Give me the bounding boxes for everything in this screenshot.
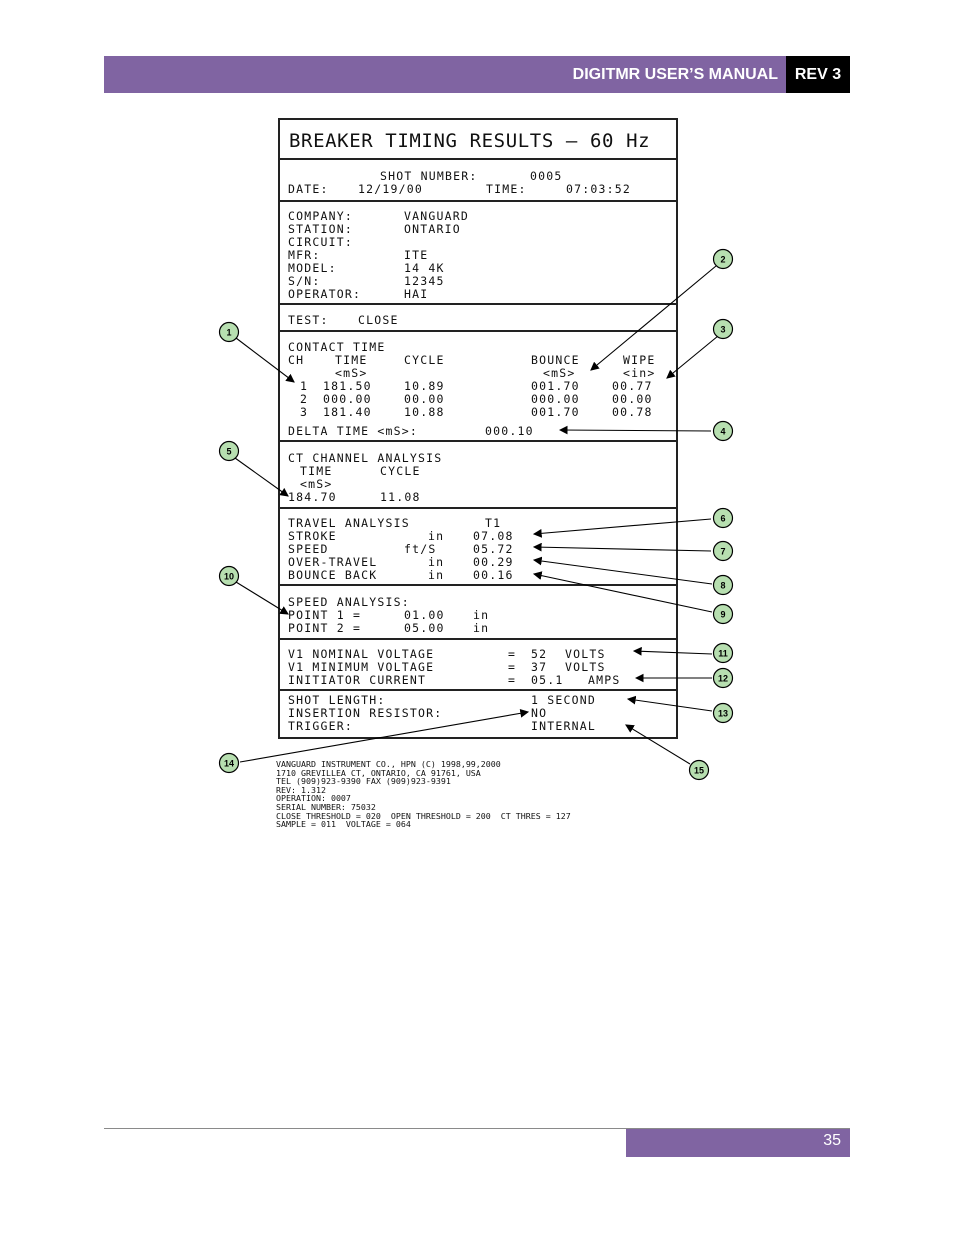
callout-leader-14 xyxy=(240,712,528,762)
callout-number-5: 5 xyxy=(226,446,232,457)
contact-ch: 1 xyxy=(300,379,309,393)
footer-line: SERIAL NUMBER: 75032 xyxy=(276,801,376,812)
serial-value: 12345 xyxy=(404,274,445,288)
callout-leader-13 xyxy=(628,699,712,711)
speed-point-label: POINT 2 = xyxy=(288,621,362,635)
callout-leader-9 xyxy=(534,574,712,612)
speed-point-value: 05.00 xyxy=(404,621,445,635)
voltage-unit: VOLTS xyxy=(565,660,606,674)
speed-title: SPEED ANALYSIS: xyxy=(288,595,410,609)
contact-bounce: 000.00 xyxy=(531,392,580,406)
callout-leader-6 xyxy=(534,519,711,534)
contact-time: 000.00 xyxy=(323,392,372,406)
trigger-label: TRIGGER: xyxy=(288,719,353,733)
callout-number-8: 8 xyxy=(720,580,726,591)
travel-label: STROKE xyxy=(288,529,337,543)
voltage-label: V1 NOMINAL VOLTAGE xyxy=(288,647,435,661)
callout-leader-8 xyxy=(534,560,712,584)
travel-label: OVER-TRAVEL xyxy=(288,555,378,569)
col-time: TIME xyxy=(335,353,368,367)
current-equals: = xyxy=(508,673,517,687)
contact-wipe: 00.00 xyxy=(612,392,653,406)
callout-number-15: 15 xyxy=(693,765,705,776)
company-value: VANGUARD xyxy=(404,209,469,223)
voltage-value: 52 xyxy=(531,647,548,661)
footer-line: REV: 1.312 xyxy=(276,784,326,795)
contact-cycle: 10.88 xyxy=(404,405,445,419)
company-label: COMPANY: xyxy=(288,209,353,223)
contact-ch: 2 xyxy=(300,392,309,406)
callout-number-13: 13 xyxy=(717,708,729,719)
callout-leader-1 xyxy=(236,338,294,382)
travel-unit: in xyxy=(428,568,445,582)
contact-cycle: 10.89 xyxy=(404,379,445,393)
unit-bounce: <mS> xyxy=(543,366,576,380)
manual-title: DIGITMR USER’S MANUAL xyxy=(572,66,778,83)
callout-number-1: 1 xyxy=(226,327,232,338)
contact-bounce: 001.70 xyxy=(531,379,580,393)
callout-number-11: 11 xyxy=(718,648,728,659)
ct-col-cycle: CYCLE xyxy=(380,464,421,478)
shot-value: 0005 xyxy=(530,169,563,183)
page-number-box xyxy=(626,1129,850,1157)
callout-number-3: 3 xyxy=(720,324,726,335)
col-bounce: BOUNCE xyxy=(531,353,580,367)
callout-number-10: 10 xyxy=(223,571,235,582)
travel-unit: in xyxy=(428,555,445,569)
contact-cycle: 00.00 xyxy=(404,392,445,406)
footer-line: SAMPLE = 011 VOLTAGE = 064 xyxy=(276,819,411,830)
callout-leader-11 xyxy=(634,651,712,654)
callout-leader-4 xyxy=(560,430,711,431)
unit-time: <mS> xyxy=(335,366,368,380)
contact-bounce: 001.70 xyxy=(531,405,580,419)
circuit-label: CIRCUIT: xyxy=(288,235,353,249)
insertion-resistor-value: NO xyxy=(531,706,548,720)
station-value: ONTARIO xyxy=(404,222,461,236)
current-label: INITIATOR CURRENT xyxy=(288,673,427,687)
callout-number-2: 2 xyxy=(720,254,726,265)
model-label: MODEL: xyxy=(288,261,337,275)
voltage-equals: = xyxy=(508,660,517,674)
travel-value: 00.16 xyxy=(473,568,514,582)
col-ch: CH xyxy=(288,353,305,367)
ct-cycle-value: 11.08 xyxy=(380,490,421,504)
footer-line: VANGUARD INSTRUMENT CO., HPN (C) 1998,99,2000 xyxy=(276,759,501,769)
travel-title: TRAVEL ANALYSIS xyxy=(288,516,410,530)
shot-length-value: 1 SECOND xyxy=(531,693,596,707)
callout-number-7: 7 xyxy=(720,546,726,557)
voltage-unit: VOLTS xyxy=(565,647,606,661)
contact-time-title: CONTACT TIME xyxy=(288,340,386,354)
ct-title: CT CHANNEL ANALYSIS xyxy=(288,451,443,465)
test-label: TEST: xyxy=(288,313,329,327)
callout-leader-3 xyxy=(667,336,718,378)
col-wipe: WIPE xyxy=(623,353,656,367)
travel-channel: T1 xyxy=(485,516,502,530)
revision-badge: REV 3 xyxy=(786,56,850,93)
mfr-label: MFR: xyxy=(288,248,321,262)
delta-time-value: 000.10 xyxy=(485,424,534,438)
callout-number-6: 6 xyxy=(720,513,726,524)
footer-line: TEL (909)923-9390 FAX (909)923-9391 xyxy=(276,776,451,787)
insertion-resistor-label: INSERTION RESISTOR: xyxy=(288,706,443,720)
col-cycle: CYCLE xyxy=(404,353,445,367)
current-unit: AMPS xyxy=(588,673,621,687)
footer-line: 1710 GREVILLEA CT, ONTARIO, CA 91761, USA xyxy=(276,767,481,778)
speed-point-label: POINT 1 = xyxy=(288,608,362,622)
contact-wipe: 00.77 xyxy=(612,379,653,393)
callout-leader-2 xyxy=(591,266,716,370)
callout-number-9: 9 xyxy=(720,609,726,620)
travel-label: SPEED xyxy=(288,542,329,556)
shot-length-label: SHOT LENGTH: xyxy=(288,693,386,707)
delta-time-label: DELTA TIME <mS>: xyxy=(288,424,418,438)
travel-value: 05.72 xyxy=(473,542,514,556)
travel-value: 07.08 xyxy=(473,529,514,543)
voltage-value: 37 xyxy=(531,660,548,674)
travel-unit: in xyxy=(428,529,445,543)
contact-time: 181.50 xyxy=(323,379,372,393)
contact-wipe: 00.78 xyxy=(612,405,653,419)
contact-time: 181.40 xyxy=(323,405,372,419)
travel-label: BOUNCE BACK xyxy=(288,568,378,582)
voltage-equals: = xyxy=(508,647,517,661)
time-label: TIME: xyxy=(486,182,527,196)
speed-point-unit: in xyxy=(473,608,490,622)
serial-label: S/N: xyxy=(288,274,321,288)
date-value: 12/19/00 xyxy=(358,182,423,196)
speed-point-unit: in xyxy=(473,621,490,635)
callout-number-12: 12 xyxy=(717,673,729,684)
ct-unit: <mS> xyxy=(300,477,333,491)
model-value: 14 4K xyxy=(404,261,445,275)
voltage-label: V1 MINIMUM VOLTAGE xyxy=(288,660,435,674)
page-number: 35 xyxy=(823,1132,841,1149)
shot-label: SHOT NUMBER: xyxy=(380,169,478,183)
operator-value: HAI xyxy=(404,287,429,301)
trigger-value: INTERNAL xyxy=(531,719,596,733)
ct-time-value: 184.70 xyxy=(288,490,337,504)
callout-leader-15 xyxy=(626,725,690,764)
contact-ch: 3 xyxy=(300,405,309,419)
time-value: 07:03:52 xyxy=(566,182,631,196)
unit-wipe: <in> xyxy=(623,366,656,380)
form-title: BREAKER TIMING RESULTS – 60 Hz xyxy=(289,130,651,152)
test-value: CLOSE xyxy=(358,313,399,327)
callout-number-4: 4 xyxy=(720,426,726,437)
callout-number-14: 14 xyxy=(223,758,235,769)
footer-line: CLOSE THRESHOLD = 020 OPEN THRESHOLD = 200 CT THRES = 127 xyxy=(276,810,571,821)
current-value: 05.1 xyxy=(531,673,564,687)
ct-col-time: TIME xyxy=(300,464,333,478)
footer-line: OPERATION: 0007 xyxy=(276,793,351,804)
callout-leader-10 xyxy=(236,582,288,614)
callout-leader-5 xyxy=(235,458,288,496)
station-label: STATION: xyxy=(288,222,353,236)
travel-value: 00.29 xyxy=(473,555,514,569)
operator-label: OPERATOR: xyxy=(288,287,362,301)
speed-point-value: 01.00 xyxy=(404,608,445,622)
date-label: DATE: xyxy=(288,182,329,196)
callout-leader-7 xyxy=(534,547,711,551)
travel-unit: ft/S xyxy=(404,542,437,556)
mfr-value: ITE xyxy=(404,248,429,262)
